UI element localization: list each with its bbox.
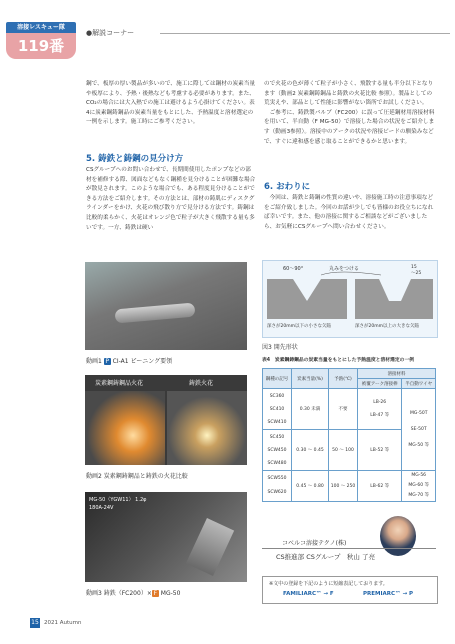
col-header-cored: 半自動ワイヤ xyxy=(402,379,436,389)
video-3-thumbnail[interactable] xyxy=(85,492,247,582)
table-row: SC450 SCW450 SCW480 0.30 〜 0.45 50 〜 100 LB-52 等 xyxy=(263,430,436,471)
groove-bead-label: 丸みをつける xyxy=(329,266,360,272)
author-divider xyxy=(262,548,436,549)
abbreviation-note xyxy=(262,576,438,604)
rescue-badge-number: 119番 xyxy=(6,33,76,59)
video-3-caption-pre: 動画3 鋳鉄（FC200）× xyxy=(86,590,152,597)
figure-3-caption: 図3 開先形状 xyxy=(262,344,298,351)
issue-label: 2021 Autumn xyxy=(44,620,82,626)
video-2-label-left: 炭素鋼鋳鋼品火花 xyxy=(95,380,144,387)
page-number: 15 xyxy=(31,619,39,626)
video-1-caption-post: CI-A1 ピーニング要領 xyxy=(110,358,173,365)
video-3-caption xyxy=(86,588,180,597)
bead-arrow xyxy=(321,272,381,275)
paragraph-intro: 鋼で、板厚の厚い製品が多いので、施工に際しては鋼材の炭素当量や板厚により、予熱・後熱なども考慮する必要があります。また、CO₂の場合には大入熱での施工は避けるよう心掛けてください。表4に炭素鋼鋳鋼品の炭素当量をもとにした、予熱温度と溶材選定の一例を示します。施工時にご参考ください。 xyxy=(86,81,256,126)
author-photo xyxy=(380,516,416,556)
col-header-stick: 被覆アーク溶接棒 xyxy=(358,379,402,389)
premiarc-note: PREMIARC™ → P xyxy=(363,591,414,597)
groove-angle-label: 60〜90° xyxy=(283,266,304,272)
section-6-title: 6. おわりに xyxy=(264,182,311,192)
author-name: CS推進部 CSグループ 秋山 了亮 xyxy=(276,553,375,561)
note-text: ※文中の登録を下記のように短縮表記しております。 xyxy=(269,581,388,587)
torch-image xyxy=(186,518,234,576)
video-2-label-right: 鋳鉄火花 xyxy=(189,380,214,387)
groove-right-caption: 深さが20mm以上の大きな欠陥 xyxy=(355,324,419,329)
premiarc-badge: P xyxy=(105,358,110,365)
cast-iron-spark-image xyxy=(167,391,247,465)
video-3-caption-post: MG-50 xyxy=(158,590,181,597)
col-header-preheat: 予熱(℃) xyxy=(329,369,358,389)
weld-bead-image xyxy=(115,303,196,324)
rescue-badge-label: 溶接レスキュー隊 xyxy=(6,22,76,33)
video-2-caption: 動画2 炭素鋼鋳鋼品と鋳鉄の火花比較 xyxy=(86,473,188,480)
familiarc-note: FAMILIARC™ → F xyxy=(283,591,334,597)
table-row: SCW550 SCW620 0.45 〜 0.80 100 〜 250 LB-62 等 MG-56 MG-60 等 MG-70 等 xyxy=(263,471,436,502)
paragraph-section-5-cont: ので火花の色が薄くて粒子が小さく、飛散する量も半分以下となります（動画2 炭素鋼鋳鋼品と鋳鉄の火花比較 参照）。製品としての荒実えや、部品として性能に影響がない箇所でお試しください。 ご参考に、鋳鉄製バルブ（FC200）に誤って圧延鋼材用溶接材料を用いて、半自動（F MG-50）で溶接した場合の状況をご紹介します（動画3参照）。溶接中のアークの状況や溶接ビードの馴染みなどで、すぐに違和感を感じ取ることができるかと思います。 xyxy=(264,81,435,145)
table-4 xyxy=(262,368,436,502)
familiarc-badge: F xyxy=(153,590,158,597)
groove-size-label: 15 〜25 xyxy=(411,265,422,276)
cast-steel-spark-image xyxy=(85,391,165,465)
col-header-wire: 溶接材料 xyxy=(358,369,436,379)
paragraph-section-5: CSグループへのお問い合わせで、長期間使用したポンプなどの部材を補修する際、図面などもなく鋼種を見分けることが困難な場合が散見されます。このような場合でも、ある程度見分けることができる方法をご紹介します。その方法とは、部材の鋳肌にディスクグラインダーをかけ、火花の飛び散り方で見分ける方法です。鋳鋼は比較的柔らかく、火花はオレンジ色で粒子が大きく飛散する量も多いです。一方、鋳鉄は硬い xyxy=(86,167,256,231)
video-1-caption xyxy=(86,356,172,365)
col-header-ceq: 炭素当量(%) xyxy=(292,369,329,389)
header-rule xyxy=(160,33,450,34)
col-header-steel: 鋼種の記号 xyxy=(263,369,292,389)
video-2-thumbnail[interactable] xyxy=(85,375,247,465)
author-company: コベルコ溶接テクノ(株) xyxy=(282,540,347,547)
section-5-title: 5. 鋳鉄と鋳鋼の見分け方 xyxy=(86,154,184,164)
groove-left-caption: 深さが20mm以下の小さな欠陥 xyxy=(267,324,331,329)
paragraph-section-6: 今回は、鋳鉄と鋳鋼の性質の違いや、溶接施工時の注意事項などをご紹介致しました。今回のお話が少しでも皆様のお役立ちになれば幸いです。また、他の溶接に関するご相談などがございましたら、お気軽にCSグループへ問い合わせください。 xyxy=(264,195,434,230)
table-4-title: 表4 炭素鋼鋳鋼品の炭素当量をもとにした予熱温度と溶材選定の一例 xyxy=(262,358,415,363)
video-1-thumbnail[interactable] xyxy=(85,262,247,350)
table-row: SC360 SC410 SCW410 0.30 未満 不要 LB-26 LB-47 等 MG-50T SE-50T MG-50 等 xyxy=(263,389,436,430)
groove-shape-figure xyxy=(262,260,438,338)
section-label: ●解説コーナー xyxy=(86,29,135,37)
video-3-overlay: MG-50（YGW11） 1.2φ 180A-24V xyxy=(89,497,147,511)
video-1-caption-pre: 動画1 xyxy=(86,358,104,365)
